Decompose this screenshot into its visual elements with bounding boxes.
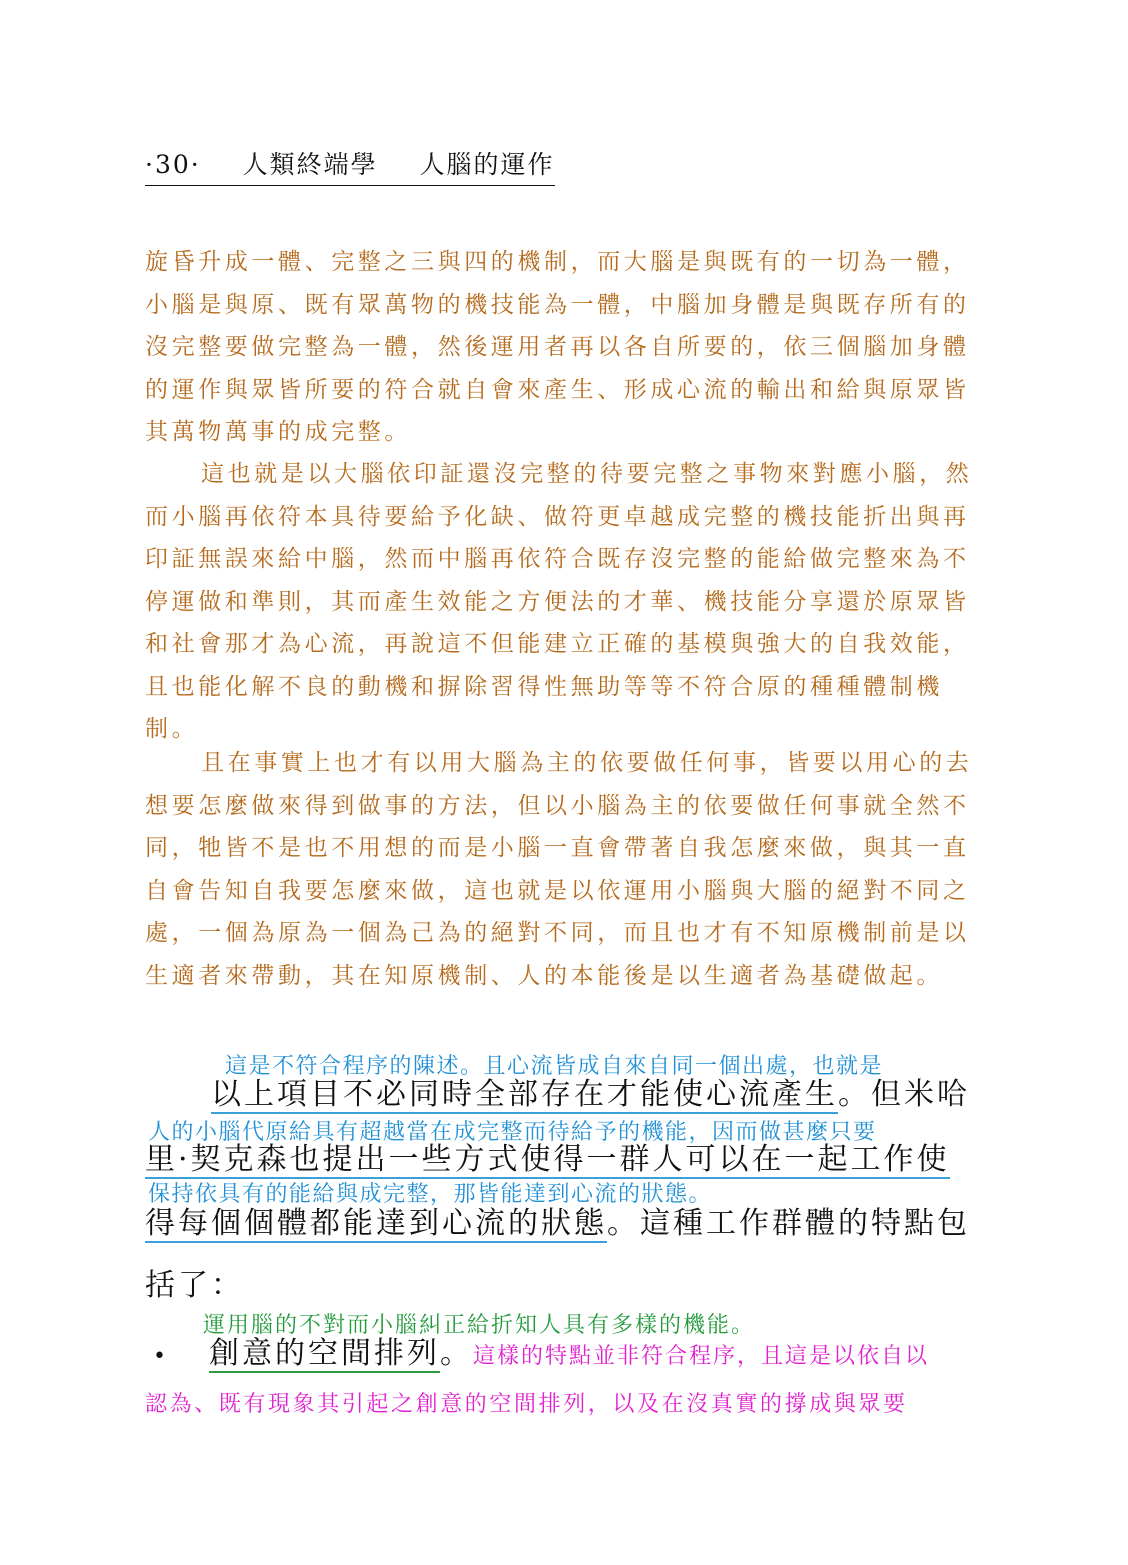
annotation-note-4: 運用腦的不對而小腦糾正給折知人具有多樣的機能。 [203, 1313, 756, 1338]
original-text-line-2 [145, 1142, 990, 1178]
bullet-icon: • [153, 1344, 169, 1369]
text-fragment: 。這種工作群體的特點包 [607, 1206, 970, 1241]
commentary-paragraph-3 [145, 742, 987, 997]
original-text-line-4: 括了： [145, 1268, 244, 1303]
paragraph-text: 這也就是以大腦依印証還沒完整的待要完整之事物來對應小腦，然而小腦再依符本具待要給予化缺、做符更卓越成完整的機技能折出與再印証無誤來給中腦，然而中腦再依符合既存沒完整的能給做完整來為不停運做和準則，其而產生效能之方便法的才華、機技能分享還於原眾皆和社會那才為心流，再說這不但能建立正確的基模與強大的自我效能，且也能化解不良的動機和摒除習得性無助等等不符合原的種種體制機制。 [145, 461, 973, 742]
underlined-phrase: 得每個個體都能達到心流的狀態 [145, 1206, 607, 1241]
page-number: ·30· [145, 150, 201, 179]
annotation-note-3: 保持依具有的能給與成完整，那皆能達到心流的狀態。 [148, 1182, 713, 1207]
original-text-line-3 [145, 1206, 990, 1242]
text-fragment: 。但米哈 [838, 1077, 970, 1112]
chapter-title: 人腦的運作 [419, 150, 555, 179]
text-fragment: 。 [440, 1336, 473, 1371]
annotation-note-1: 這是不符合程序的陳述。且心流皆成自來自同一個出處，也就是 [225, 1054, 884, 1079]
original-text-line-1 [145, 1077, 990, 1113]
annotation-note-6: 認為、既有現象其引起之創意的空間排列，以及在沒真實的撐成與眾要 [145, 1392, 908, 1417]
annotation-note-5: 這樣的特點並非符合程序，且這是以依自以 [473, 1344, 930, 1369]
bullet-item-label: 創意的空間排列 [209, 1336, 440, 1371]
underlined-phrase: 以上項目不必同時全部存在才能使心流產生 [211, 1077, 838, 1112]
annotation-note-2: 人的小腦代原給具有超越當在成完整而待給予的機能，因而做甚麼只要 [148, 1120, 877, 1145]
book-title: 人類終端學 [242, 150, 378, 179]
paragraph-text: 旋昏升成一體、完整之三與四的機制，而大腦是與既有的一切為一體，小腦是與原、既有眾萬物的機技能為一體，中腦加身體是與既存所有的沒完整要做完整為一體，然後運用者再以各自所要的，依三個腦加身體的運作與眾皆所要的符合就自會來產生、形成心流的輸出和給與原眾皆其萬物萬事的成完整。 [145, 249, 970, 445]
commentary-paragraph-2 [145, 453, 987, 751]
commentary-paragraph-1 [145, 241, 987, 454]
running-header [145, 145, 555, 186]
bullet-list-item [145, 1336, 990, 1375]
underlined-phrase: 里·契克森也提出一些方式使得一群人可以在一起工作使 [145, 1142, 950, 1177]
paragraph-text: 且在事實上也才有以用大腦為主的依要做任何事，皆要以用心的去想要怎麼做來得到做事的方法，但以小腦為主的依要做任何事就全然不同，牠皆不是也不用想的而是小腦一直會帶著自我怎麼來做，與其一直自會告知自我要怎麼來做，這也就是以依運用小腦與大腦的絕對不同之處，一個為原為一個為己為的絕對不同，而且也才有不知原機制前是以生適者來帶動，其在知原機制、人的本能後是以生適者為基礎做起。 [145, 750, 973, 989]
